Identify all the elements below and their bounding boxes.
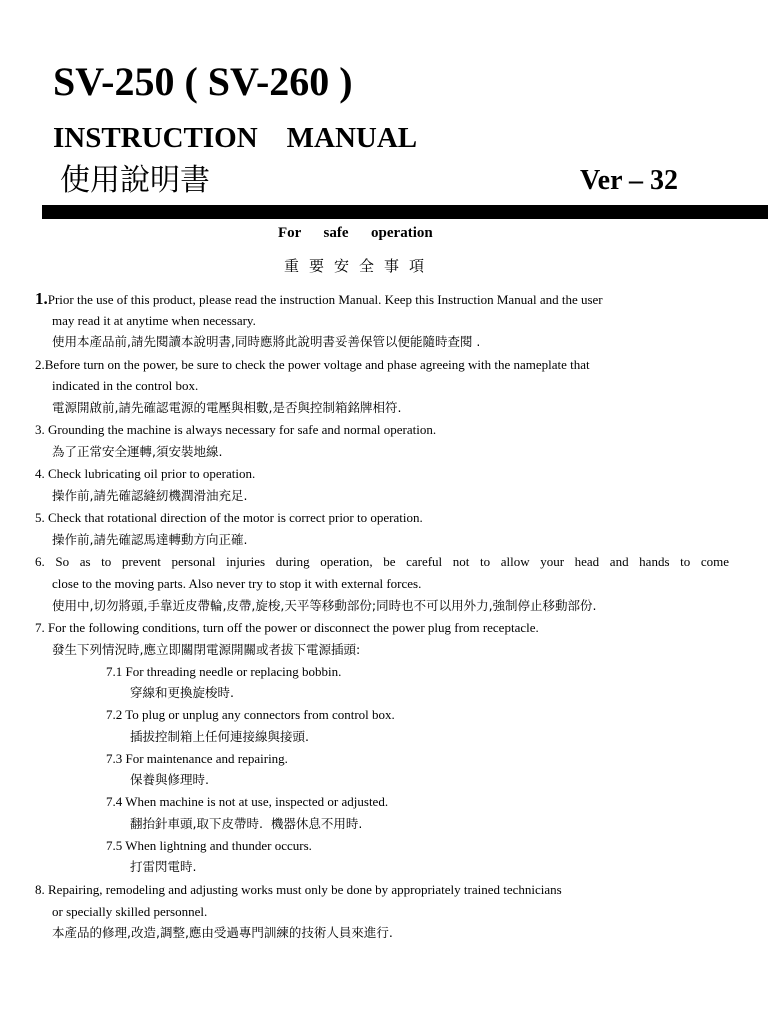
item-8-en-line-1: 8. Repairing, remodeling and adjusting works must only be done by appropriately trained technicians	[35, 882, 562, 897]
subitem-7-5-cjk: 打雷閃電時.	[130, 859, 197, 874]
item-3-en: 3. Grounding the machine is always necessary for safe and normal operation.	[35, 422, 437, 437]
item-2-en-line-2: indicated in the control box.	[52, 378, 199, 393]
item-4-cjk: 操作前,請先確認縫紉機潤滑油充足.	[52, 488, 248, 503]
subitem-7-4-en: 7.4 When machine is not at use, inspected or adjusted.	[106, 794, 389, 809]
item-2-cjk: 電源開啟前,請先確認電源的電壓與相數,是否與控制箱銘牌相符.	[52, 400, 402, 415]
item-5-en: 5. Check that rotational direction of the motor is correct prior to operation.	[35, 510, 423, 525]
subitem-7-3-cjk: 保養與修理時.	[130, 772, 209, 787]
subitem-7-2-en: 7.2 To plug or unplug any connectors from control box.	[106, 707, 395, 722]
item-6-en-line-1: 6. So as to prevent personal injuries during operation, be careful not to allow your head and hands to come	[35, 554, 729, 569]
safety-heading: For safe operation	[278, 225, 433, 241]
item-7-en: 7. For the following conditions, turn off the power or disconnect the power plug from receptacle.	[35, 620, 539, 635]
item-6-en-line-2: close to the moving parts. Also never try to stop it with external forces.	[52, 576, 422, 591]
subitem-7-1-cjk: 穿線和更換旋梭時.	[130, 685, 234, 700]
manual-title: INSTRUCTION MANUAL	[53, 122, 418, 154]
subitem-7-3-en: 7.3 For maintenance and repairing.	[106, 751, 288, 766]
item-1-number: 1.	[35, 289, 48, 308]
manual-title-cjk: 使用說明書	[60, 163, 210, 198]
item-2-en-line-1: 2.Before turn on the power, be sure to check the power voltage and phase agreeing with the nameplate that	[35, 357, 590, 372]
subitem-7-4-cjk: 翻抬針車頭,取下皮帶時. 機器休息不用時.	[130, 816, 363, 831]
item-4-en: 4. Check lubricating oil prior to operation.	[35, 466, 256, 481]
model-title: SV-250 ( SV-260 )	[53, 59, 353, 104]
item-7-cjk: 發生下列情況時,應立即關閉電源開關或者拔下電源插頭:	[52, 642, 361, 657]
item-8-en-line-2: or specially skilled personnel.	[52, 904, 208, 919]
item-3-cjk: 為了正常安全運轉,須安裝地線.	[52, 444, 223, 459]
subitem-7-5-en: 7.5 When lightning and thunder occurs.	[106, 838, 312, 853]
item-8-cjk: 本產品的修理,改造,調整,應由受過專門訓練的技術人員來進行.	[52, 925, 393, 940]
item-5-cjk: 操作前,請先確認馬達轉動方向正確.	[52, 532, 248, 547]
item-1-en-text: Prior the use of this product, please read the instruction Manual. Keep this Instruction Manual and the user	[47, 292, 603, 307]
safety-heading-cjk: 重要安全事項	[284, 257, 435, 275]
item-1-cjk: 使用本產品前,請先閱讀本說明書,同時應將此說明書妥善保管以便能隨時查閱 .	[52, 334, 481, 349]
item-1-en-line-1	[35, 290, 603, 308]
subitem-7-1-en: 7.1 For threading needle or replacing bobbin.	[106, 664, 342, 679]
item-1-en-line-2: may read it at anytime when necessary.	[52, 313, 256, 328]
header-divider	[42, 205, 768, 219]
item-6-cjk: 使用中,切勿將頭,手靠近皮帶輪,皮帶,旋梭,天平等移動部份;同時也不可以用外力,強制停止移動部份.	[52, 598, 597, 613]
version-label: Ver – 32	[580, 165, 678, 196]
subitem-7-2-cjk: 插拔控制箱上任何連接線與接頭.	[130, 729, 309, 744]
